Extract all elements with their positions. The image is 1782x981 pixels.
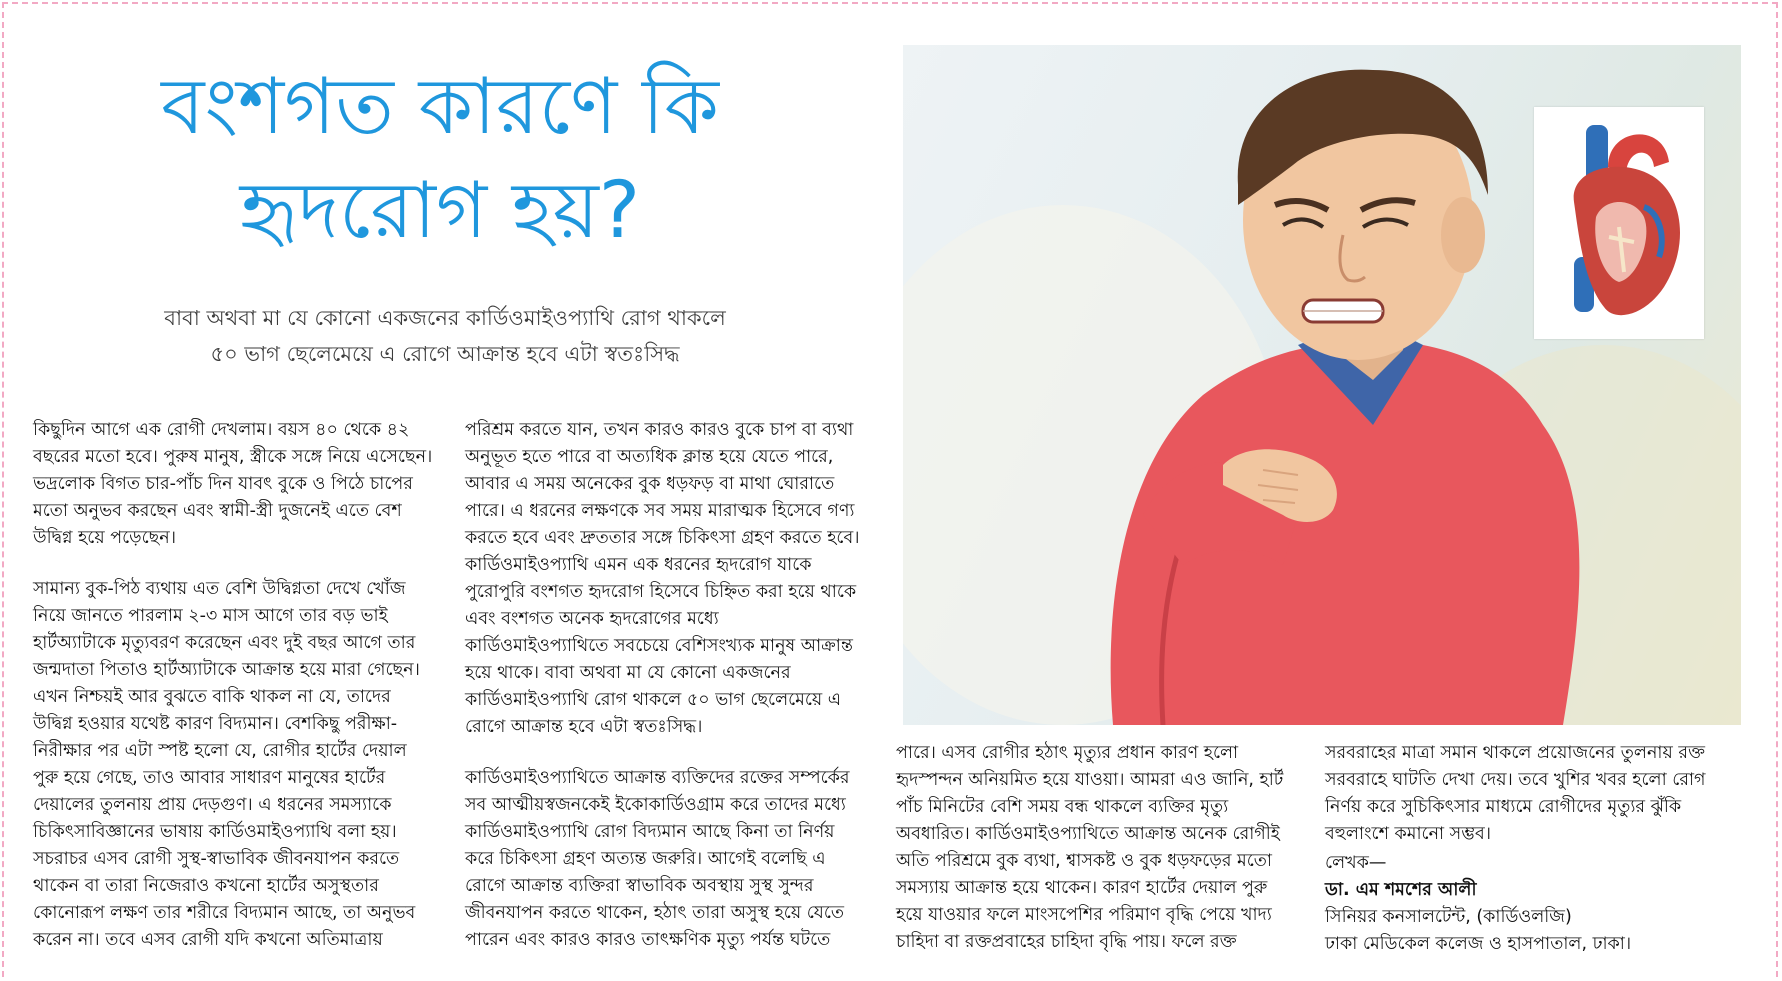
body-column-2 xyxy=(465,417,865,978)
paragraph: সরবরাহের মাত্রা সমান থাকলে প্রয়োজনের তুলনায় রক্ত সরবরাহে ঘাটতি দেখা দেয়। তবে খুশির খবর হলো রোগ নির্ণয় করে সুচিকিৎসার মাধ্যমে রোগীদের মৃত্যুর ঝুঁকি বহুলাংশে কমানো সম্ভব। xyxy=(1325,743,1706,844)
heart-anatomy-icon xyxy=(1534,107,1704,339)
paragraph: পরিশ্রম করতে যান, তখন কারও কারও বুকে চাপ বা ব্যথা অনুভূত হতে পারে বা অত্যধিক ক্লান্ত হয়ে যেতে পারে, আবার এ সময় অনেকের বুক ধড়ফড় বা মাথা ঘোরাতে পারে। এ ধরনের লক্ষণকে সব সময় মারাত্মক হিসেবে গণ্য করতে হবে এবং দ্রুততার সঙ্গে চিকিৎসা গ্রহণ করতে হবে। কার্ডিওমাইওপ্যাথি এমন এক ধরনের হৃদরোগ যাকে পুরোপুরি বংশগত হৃদরোগ হিসেবে চিহ্নিত করা হয়ে থাকে এবং বংশগত অনেক হৃদরোগের মধ্যে কার্ডিওমাইওপ্যাথিতে সবচেয়ে বেশিসংখ্যক মানুষ আক্রান্ত হয়ে থাকে। বাবা অথবা মা যে কোনো একজনের কার্ডিওমাইওপ্যাথি রোগ থাকলে ৫০ ভাগ ছেলেমেয়ে এ রোগে আক্রান্ত হবে এটা স্বতঃসিদ্ধ। xyxy=(465,420,860,737)
body-column-4 xyxy=(1325,740,1745,958)
byline-title: সিনিয়র কনসালটেন্ট, (কার্ডিওলজি) xyxy=(1325,907,1572,927)
byline-label: লেখক— xyxy=(1325,853,1387,873)
paragraph: কিছুদিন আগে এক রোগী দেখলাম। বয়স ৪০ থেকে ৪২ বছরের মতো হবে। পুরুষ মানুষ, স্ত্রীকে সঙ্গে নিয়ে এসেছেন। ভদ্রলোক বিগত চার-পাঁচ দিন যাবৎ বুকে ও পিঠে চাপের মতো অনুভব করছেন এবং স্বামী-স্ত্রী দুজনেই এতে বেশ উদ্বিগ্ন হয়ে পড়েছেন। xyxy=(33,420,433,548)
deck-line-1: বাবা অথবা মা যে কোনো একজনের কার্ডিওমাইওপ্যাথি রোগ থাকলে xyxy=(164,306,726,330)
deck-subtitle xyxy=(95,300,795,372)
paragraph: সামান্য বুক-পিঠ ব্যথায় এত বেশি উদ্বিগ্নতা দেখে খোঁজ নিয়ে জানতে পারলাম ২-৩ মাস আগে তার বড় ভাই হার্টঅ্যাটাকে মৃত্যুবরণ করেছেন এবং দুই বছর আগে তার জন্মদাতা পিতাও হার্টঅ্যাটাকে আক্রান্ত হয়ে মারা গেছেন। এখন নিশ্চয়ই আর বুঝতে বাকি থাকল না যে, তাদের উদ্বিগ্ন হওয়ার যথেষ্ট কারণ বিদ্যমান। বেশকিছু পরীক্ষা-নিরীক্ষার পর এটা স্পষ্ট হলো যে, রোগীর হার্টের দেয়াল পুরু হয়ে গেছে, তাও আবার সাধারণ মানুষের হার্টের দেয়ালের তুলনায় প্রায় দেড়গুণ। এ ধরনের সমস্যাকে চিকিৎসাবিজ্ঞানের ভাষায় কার্ডিওমাইওপ্যাথি বলা হয়। সচরাচর এসব রোগী সুস্থ-স্বাভাবিক জীবনযাপন করতে থাকেন বা তারা নিজেরাও কখনো হার্টের অসুস্থতার কোনোরূপ লক্ষণ তার শরীরে বিদ্যমান আছে, তা অনুভব করেন না। তবে এসব রোগী যদি কখনো অতিমাত্রায় xyxy=(33,579,420,950)
deck-line-2: ৫০ ভাগ ছেলেমেয়ে এ রোগে আক্রান্ত হবে এটা স্বতঃসিদ্ধ xyxy=(210,342,680,366)
paragraph: পারে। এসব রোগীর হঠাৎ মৃত্যুর প্রধান কারণ হলো হৃদস্পন্দন অনিয়মিত হয়ে যাওয়া। আমরা এও জানি, হার্ট পাঁচ মিনিটের বেশি সময় বন্ধ থাকলে ব্যক্তির মৃত্যু অবধারিত। কার্ডিওমাইওপ্যাথিতে আক্রান্ত অনেক রোগীই অতি পরিশ্রমে বুক ব্যথা, শ্বাসকষ্ট ও বুক ধড়ফড়ের মতো সমস্যায় আক্রান্ত হয়ে থাকেন। কারণ হার্টের দেয়াল পুরু হয়ে যাওয়ার ফলে মাংসপেশির পরিমাণ বৃদ্ধি পেয়ে খাদ্য চাহিদা বা রক্তপ্রবাহের চাহিদা বৃদ্ধি পায়। ফলে রক্ত xyxy=(896,743,1284,952)
heart-anatomy-inset xyxy=(1534,107,1704,339)
body-column-3 xyxy=(896,740,1296,980)
byline xyxy=(1325,850,1745,958)
paragraph: কার্ডিওমাইওপ্যাথিতে আক্রান্ত ব্যক্তিদের রক্তের সম্পর্কের সব আত্মীয়স্বজনকেই ইকোকার্ডিওগ্রাম করে তাদের মধ্যে কার্ডিওমাইওপ্যাথি রোগ বিদ্যমান আছে কিনা তা নির্ণয় করে চিকিৎসা গ্রহণ অত্যন্ত জরুরি। আগেই বলেছি এ রোগে আক্রান্ত ব্যক্তিরা স্বাভাবিক অবস্থায় সুস্থ সুন্দর জীবনযাপন করতে থাকেন, হঠাৎ তারা অসুস্থ হয়ে যেতে পারেন এবং কারও কারও তাৎক্ষণিক মৃত্যু পর্যন্ত ঘটতে xyxy=(465,768,850,950)
headline xyxy=(40,55,840,263)
headline-line-2: হৃদরোগ হয়? xyxy=(239,166,641,256)
byline-author: ডা. এম শমশের আলী xyxy=(1325,880,1477,900)
headline-line-1: বংশগত কারণে কি xyxy=(161,62,719,152)
body-column-1 xyxy=(33,417,433,978)
byline-institution: ঢাকা মেডিকেল কলেজ ও হাসপাতাল, ঢাকা। xyxy=(1325,934,1632,954)
